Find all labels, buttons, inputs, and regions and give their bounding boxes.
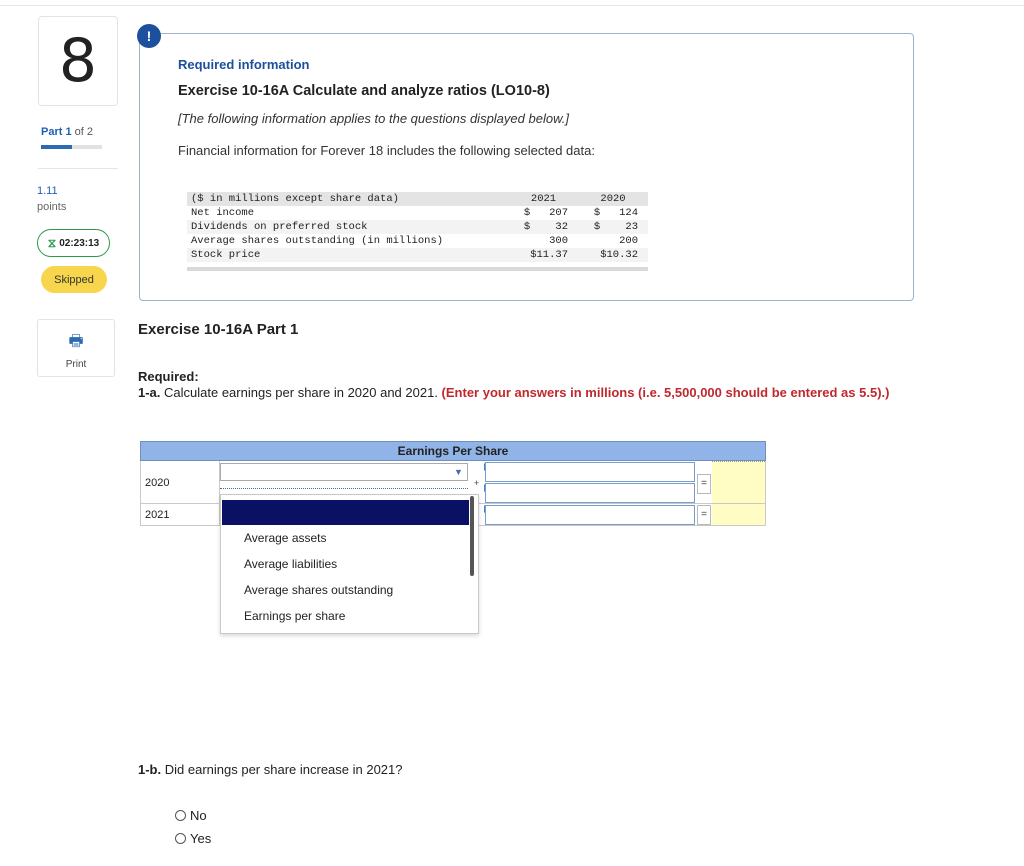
part-indicator <box>41 126 93 138</box>
financial-data-table <box>187 192 648 271</box>
plus-sign: + <box>474 478 480 488</box>
table-header-row <box>187 192 648 206</box>
timer[interactable] <box>37 229 110 257</box>
dropdown-highlighted-option[interactable] <box>222 500 469 525</box>
table-cell: $11.37 <box>530 249 568 261</box>
table-header-2020: 2020 <box>600 193 626 205</box>
table-bottom-rule <box>187 267 648 271</box>
eps-table-header: Earnings Per Share <box>140 441 766 461</box>
table-row <box>187 220 648 234</box>
table-cell: $ 23 <box>593 221 638 233</box>
table-cell: 300 <box>549 235 568 247</box>
printer-icon: 🖶 <box>68 333 84 350</box>
question-1b <box>138 762 403 777</box>
part-of: of 2 <box>74 126 94 138</box>
eps-numerator-select[interactable] <box>220 463 468 481</box>
question-number-box <box>38 16 118 106</box>
table-row <box>187 248 648 262</box>
table-cell: Stock price <box>191 249 261 261</box>
eps-year-2020: 2020 <box>145 477 170 489</box>
eps-input-2021[interactable] <box>485 505 695 525</box>
radio-circle[interactable] <box>175 833 186 844</box>
required-label: Required: <box>138 369 199 384</box>
points-value: 1.11 <box>37 185 58 197</box>
table-cell: $ 124 <box>593 207 638 219</box>
points-label: points <box>37 201 67 213</box>
part-progress-bar <box>41 145 102 149</box>
question-1a-prefix: 1-a. <box>138 385 161 400</box>
hourglass-icon: ⧖ <box>47 235 57 250</box>
dropdown-option-average-assets[interactable]: Average assets <box>244 531 327 545</box>
dropdown-scrollbar[interactable] <box>470 496 474 576</box>
radio-no[interactable] <box>175 808 207 823</box>
radio-yes[interactable] <box>175 831 211 846</box>
table-cell: Average shares outstanding (in millions) <box>191 235 444 247</box>
table-row <box>187 234 648 248</box>
chevron-down-icon[interactable]: ▼ <box>454 467 463 477</box>
print-button[interactable] <box>37 319 115 377</box>
radio-yes-label: Yes <box>190 831 212 846</box>
eps-dropdown-menu[interactable] <box>220 494 479 634</box>
table-cell: Net income <box>191 207 255 219</box>
eps-input-2020-bottom[interactable] <box>485 483 695 503</box>
exercise-title: Exercise 10-16A Calculate and analyze ratios (LO10-8) <box>178 83 550 99</box>
table-cell: $ 207 <box>523 207 568 219</box>
question-number: 8 <box>58 26 98 96</box>
info-note: [The following information applies to the questions displayed below.] <box>178 111 569 126</box>
equals-sign-2020: = <box>697 474 711 494</box>
sidebar-divider <box>38 168 118 169</box>
question-1a-instruction: (Enter your answers in millions (i.e. 5,500,000 should be entered as 5.5).) <box>441 385 890 400</box>
top-divider <box>0 5 1024 6</box>
part-label: Part <box>41 126 63 138</box>
radio-circle[interactable] <box>175 810 186 821</box>
info-intro: Financial information for Forever 18 includes the following selected data: <box>178 143 595 158</box>
part-progress-fill <box>41 145 72 149</box>
dropdown-option-average-liabilities[interactable]: Average liabilities <box>244 557 338 571</box>
question-1b-text: Did earnings per share increase in 2021? <box>161 762 403 777</box>
table-cell: $ 32 <box>523 221 568 233</box>
timer-value: 02:23:13 <box>59 237 100 249</box>
dropdown-option-earnings-per-share[interactable]: Earnings per share <box>244 609 346 623</box>
required-information-title: Required information <box>178 57 310 72</box>
question-1a <box>138 385 938 401</box>
alert-icon: ! <box>137 24 161 48</box>
question-1a-text: Calculate earnings per share in 2020 and 2021. <box>160 385 442 400</box>
print-label: Print <box>65 359 87 370</box>
equals-sign-2021: = <box>697 505 711 525</box>
radio-no-label: No <box>190 808 207 823</box>
table-cell: 200 <box>619 235 638 247</box>
dropdown-option-average-shares-outstanding[interactable]: Average shares outstanding <box>244 583 394 597</box>
table-header-label: ($ in millions except share data) <box>191 193 399 205</box>
table-row <box>187 206 648 220</box>
table-cell: $10.32 <box>600 249 638 261</box>
table-cell: Dividends on preferred stock <box>191 221 368 233</box>
dotted-divider <box>220 488 468 489</box>
skipped-badge[interactable]: Skipped <box>41 266 107 293</box>
table-header-2021: 2021 <box>530 193 557 205</box>
part-current: 1 <box>65 126 72 138</box>
eps-year-2021: 2021 <box>145 509 170 521</box>
part-title: Exercise 10-16A Part 1 <box>138 321 299 338</box>
eps-result-cell-2021 <box>712 504 765 525</box>
eps-input-2020-top[interactable] <box>485 462 695 482</box>
question-1b-prefix: 1-b. <box>138 762 162 777</box>
eps-result-cell-2020 <box>712 462 765 503</box>
